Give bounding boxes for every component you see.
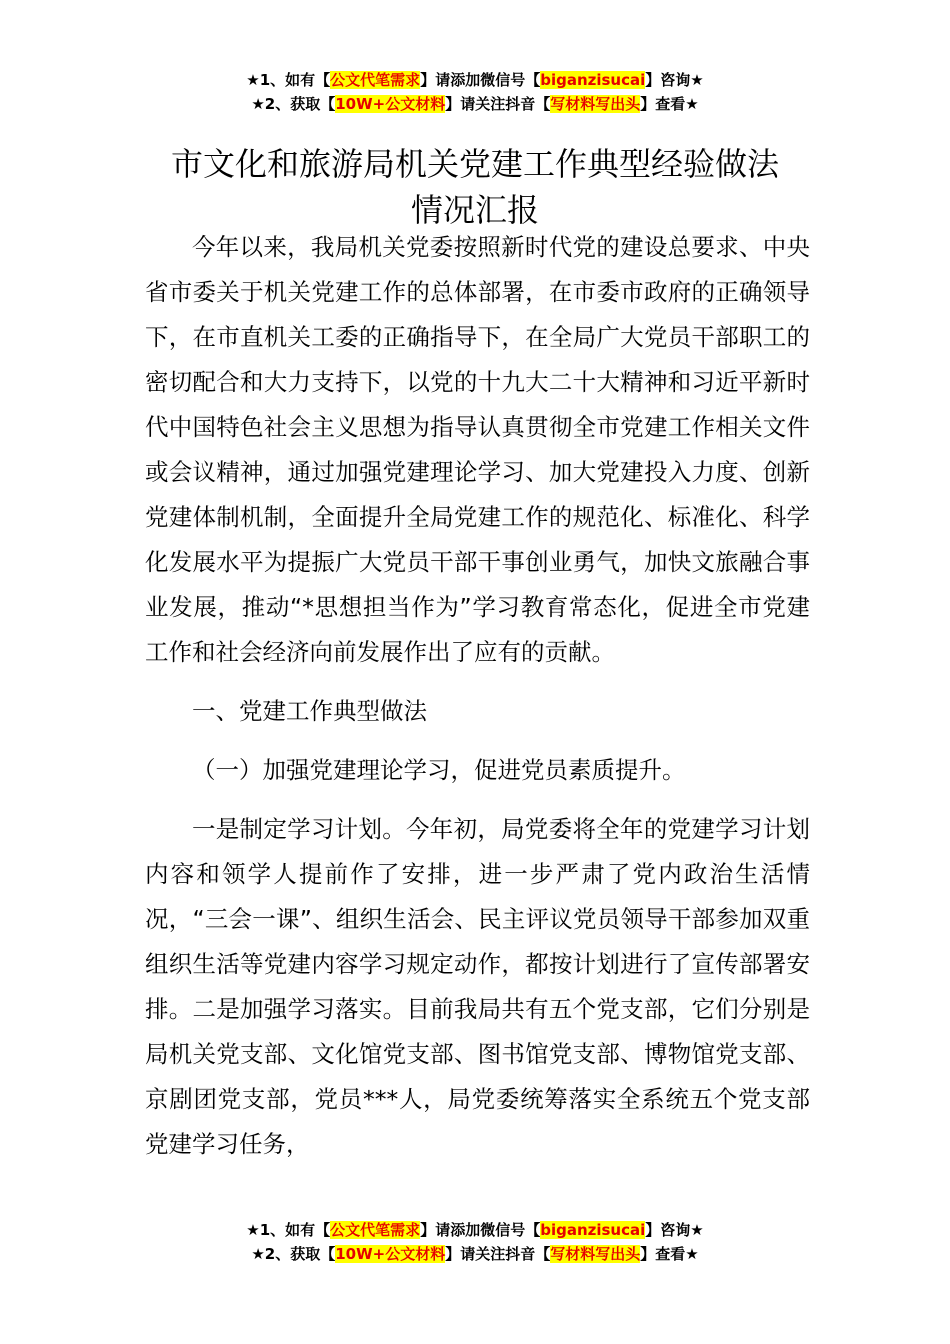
banner-text: ★2、获取【 [251,1245,336,1263]
banner-text: 】请关注抖音【 [445,95,551,113]
title-line-1: 市文化和旅游局机关党建工作典型经验做法 [170,145,779,184]
banner-highlight: biganzisucai [540,1221,646,1239]
banner-text: 】查看★ [640,1245,699,1263]
banner-text: 】查看★ [640,95,699,113]
banner-line-1 [0,1218,950,1242]
subsection-heading: （一）加强党建理论学习，促进党员素质提升。 [192,756,686,784]
banner-highlight: 10W+公文材料 [335,95,446,113]
banner-text: 】咨询★ [645,71,704,89]
banner-line-2 [0,1242,950,1266]
title-line-2: 情况汇报 [410,191,539,230]
intro-paragraph: 今年以来，我局机关党委按照新时代党的建设总要求、中央省市委关于机关党建工作的总体部署，在市委市政府的正确领导下，在市直机关工委的正确指导下，在全局广大党员干部职工的密切配合和大力支持下，以党的十九大二十大精神和习近平新时代中国特色社会主义思想为指导认真贯彻全市党建工作相关文件或会议精神，通过加强党建理论学习、加大党建投入力度、创新党建体制机制，全面提升全局党建工作的规范化、标准化、科学化发展水平为提振广大党员干部干事创业勇气，加快文旅融合事业发展，推动“*思想担当作为”学习教育常态化，促进全市党建工作和社会经济向前发展作出了应有的贡献。 [145,233,810,666]
banner-line-2 [0,92,950,116]
document-title [0,141,950,233]
header-banner [0,68,950,116]
banner-highlight: 公文代笔需求 [330,1221,421,1239]
document-body [145,225,810,1181]
section-heading: 一、党建工作典型做法 [192,697,427,725]
footer-banner [0,1218,950,1266]
banner-highlight: 写材料写出头 [550,95,641,113]
banner-line-1 [0,68,950,92]
banner-text: 】请添加微信号【 [420,1221,541,1239]
banner-text: 】请关注抖音【 [445,1245,551,1263]
banner-text: 】咨询★ [645,1221,704,1239]
banner-highlight: biganzisucai [540,71,646,89]
banner-highlight: 写材料写出头 [550,1245,641,1263]
banner-text: 】请添加微信号【 [420,71,541,89]
body-paragraph: 一是制定学习计划。今年初，局党委将全年的党建学习计划内容和领学人提前作了安排，进一步严肃了党内政治生活情况，“三会一课”、组织生活会、民主评议党员领导干部参加双重组织生活等党建内容学习规定动作，都按计划进行了宣传部署安排。二是加强学习落实。目前我局共有五个党支部，它们分别是局机关党支部、文化馆党支部、图书馆党支部、博物馆党支部、京剧团党支部，党员***人，局党委统筹落实全系统五个党支部党建学习任务， [145,815,810,1158]
banner-text: ★1、如有【 [246,71,331,89]
banner-highlight: 公文代笔需求 [330,71,421,89]
banner-highlight: 10W+公文材料 [335,1245,446,1263]
banner-text: ★2、获取【 [251,95,336,113]
banner-text: ★1、如有【 [246,1221,331,1239]
